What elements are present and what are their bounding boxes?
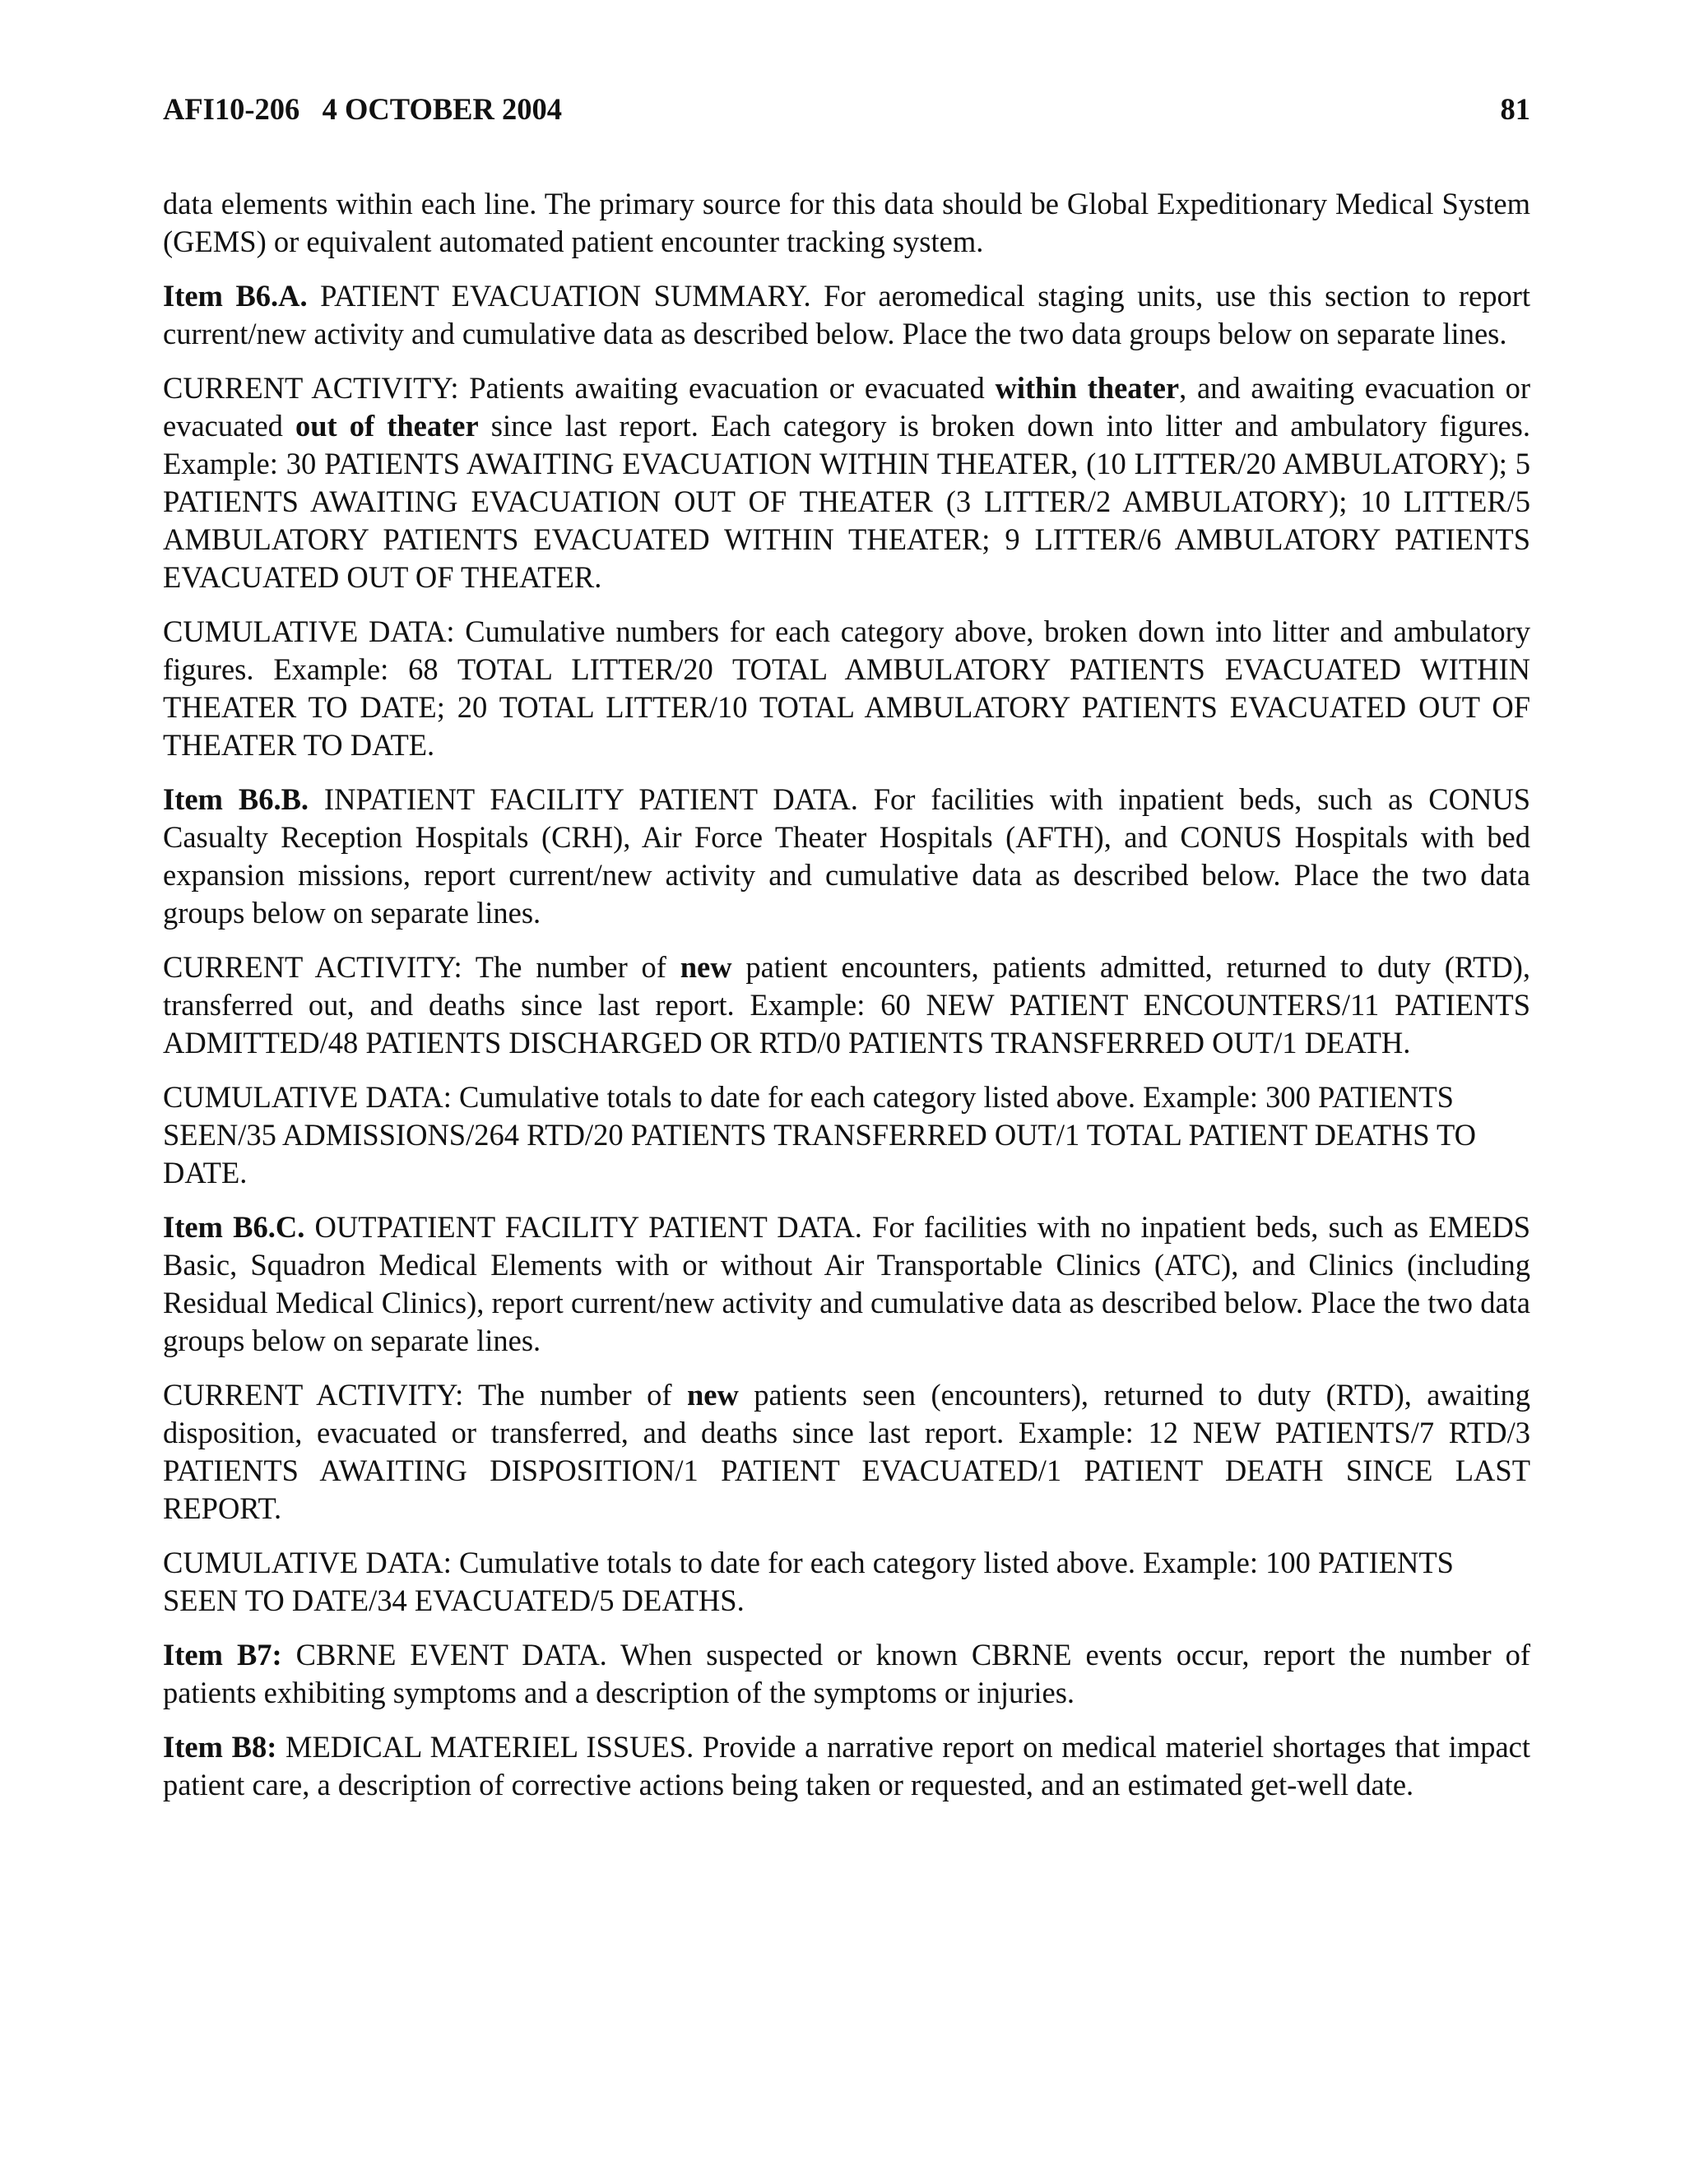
paragraph-text: CUMULATIVE DATA: Cumulative totals to date for each category listed above. Example: 100 PATIENTS SEEN TO DATE/34 EVACUATED/5 DEATHS. (163, 1546, 1454, 1617)
item-b7-paragraph (163, 1636, 1530, 1712)
document-id: AFI10-206 4 OCTOBER 2004 (163, 92, 563, 126)
b6a-current-activity-paragraph (163, 369, 1530, 596)
paragraph-text: MEDICAL MATERIEL ISSUES. Provide a narrative report on medical materiel shortages that impact patient care, a description of corrective actions being taken or requested, and an estimated get-well date. (163, 1730, 1530, 1801)
item-heading: Item B8: (163, 1730, 277, 1764)
item-heading: Item B6.A. (163, 279, 308, 313)
item-b6a-paragraph (163, 277, 1530, 353)
paragraph-text: data elements within each line. The primary source for this data should be Global Expeditionary Medical System (GEMS) or equivalent automated patient encounter tracking system. (163, 187, 1530, 258)
paragraph-text: CBRNE EVENT DATA. When suspected or known CBRNE events occur, report the number of patients exhibiting symptoms and a description of the symptoms or injuries. (163, 1638, 1531, 1709)
b6c-current-activity-paragraph (163, 1376, 1530, 1528)
paragraph-text: , and awaiting evacuation or evacuated (163, 371, 1531, 443)
b6a-cumulative-data-paragraph (163, 613, 1530, 764)
emphasis-new: new (680, 950, 732, 984)
paragraph-text: PATIENT EVACUATION SUMMARY. For aeromedical staging units, use this section to report current/new activity and cumulative data as described below. Place the two data groups below on separate lines. (163, 279, 1531, 350)
emphasis-out-of-theater: out of theater (295, 409, 479, 443)
paragraph-text: CUMULATIVE DATA: Cumulative totals to date for each category listed above. Example: 300 PATIENTS SEEN/35 ADMISSIONS/264 RTD/20 PATIENTS TRANSFERRED OUT/1 TOTAL PATIENT DEATHS TO DATE. (163, 1080, 1477, 1189)
b6c-cumulative-data-paragraph (163, 1544, 1530, 1620)
document-body (163, 185, 1530, 1820)
page-header (163, 89, 1530, 130)
paragraph-text: CURRENT ACTIVITY: Patients awaiting evacuation or evacuated (163, 371, 996, 405)
item-b8-paragraph (163, 1728, 1530, 1804)
paragraph-text: INPATIENT FACILITY PATIENT DATA. For facilities with inpatient beds, such as CONUS Casualty Reception Hospitals (CRH), Air Force Theater Hospitals (AFTH), and CONUS Hospitals with bed expansion missions, report current/new activity and cumulative data as described below. Place the two data groups below on separate lines. (163, 782, 1530, 930)
paragraph-text: patient encounters, patients admitted, returned to duty (RTD), transferred out, and deaths since last report. Example: 60 NEW PATIENT ENCOUNTERS/11 PATIENTS ADMITTED/48 PATIENTS DISCHARGED OR RTD/0 PATIENTS TRANSFERRED OUT/1 DEATH. (163, 950, 1530, 1060)
b6b-cumulative-data-paragraph (163, 1078, 1530, 1192)
paragraph-text: CUMULATIVE DATA: Cumulative numbers for each category above, broken down into litter and ambulatory figures. Example: 68 TOTAL LITTER/20 TOTAL AMBULATORY PATIENTS EVACUATED WITHIN THEATER TO DATE; 20 TOTAL LITTER/10 TOTAL AMBULATORY PATIENTS EVACUATED OUT OF THEATER TO DATE. (163, 614, 1530, 762)
paragraph-text: OUTPATIENT FACILITY PATIENT DATA. For facilities with no inpatient beds, such as EMEDS Basic, Squadron Medical Elements with or without Air Transportable Clinics (ATC), and Clinics (including Residual Medical Clinics), report current/new activity and cumulative data as described below. Place the two data groups below on separate lines. (163, 1210, 1530, 1357)
paragraph-text: since last report. Each category is broken down into litter and ambulatory figures. Example: 30 PATIENTS AWAITING EVACUATION WITHIN THEATER, (10 LITTER/20 AMBULATORY); 5 PATIENTS AWAITING EVACUATION OUT OF THEATER (3 LITTER/2 AMBULATORY); 10 LITTER/5 AMBULATORY PATIENTS EVACUATED WITHIN THEATER; 9 LITTER/6 AMBULATORY PATIENTS EVACUATED OUT OF THEATER. (163, 409, 1530, 594)
paragraph-text: CURRENT ACTIVITY: The number of (163, 1378, 687, 1412)
paragraph-text: patients seen (encounters), returned to duty (RTD), awaiting disposition, evacuated or transferred, and deaths since last report. Example: 12 NEW PATIENTS/7 RTD/3 PATIENTS AWAITING DISPOSITION/1 PATIENT EVACUATED/1 PATIENT DEATH SINCE LAST REPORT. (163, 1378, 1530, 1525)
emphasis-within-theater: within theater (995, 371, 1180, 405)
paragraph-text: CURRENT ACTIVITY: The number of (163, 950, 680, 984)
item-heading: Item B6.B. (163, 782, 309, 816)
emphasis-new: new (686, 1378, 739, 1412)
intro-paragraph (163, 185, 1530, 261)
item-heading: Item B7: (163, 1638, 282, 1672)
b6b-current-activity-paragraph (163, 948, 1530, 1062)
item-b6b-paragraph (163, 781, 1530, 932)
item-heading: Item B6.C. (163, 1210, 305, 1244)
item-b6c-paragraph (163, 1208, 1530, 1360)
page-number: 81 (1500, 92, 1530, 126)
